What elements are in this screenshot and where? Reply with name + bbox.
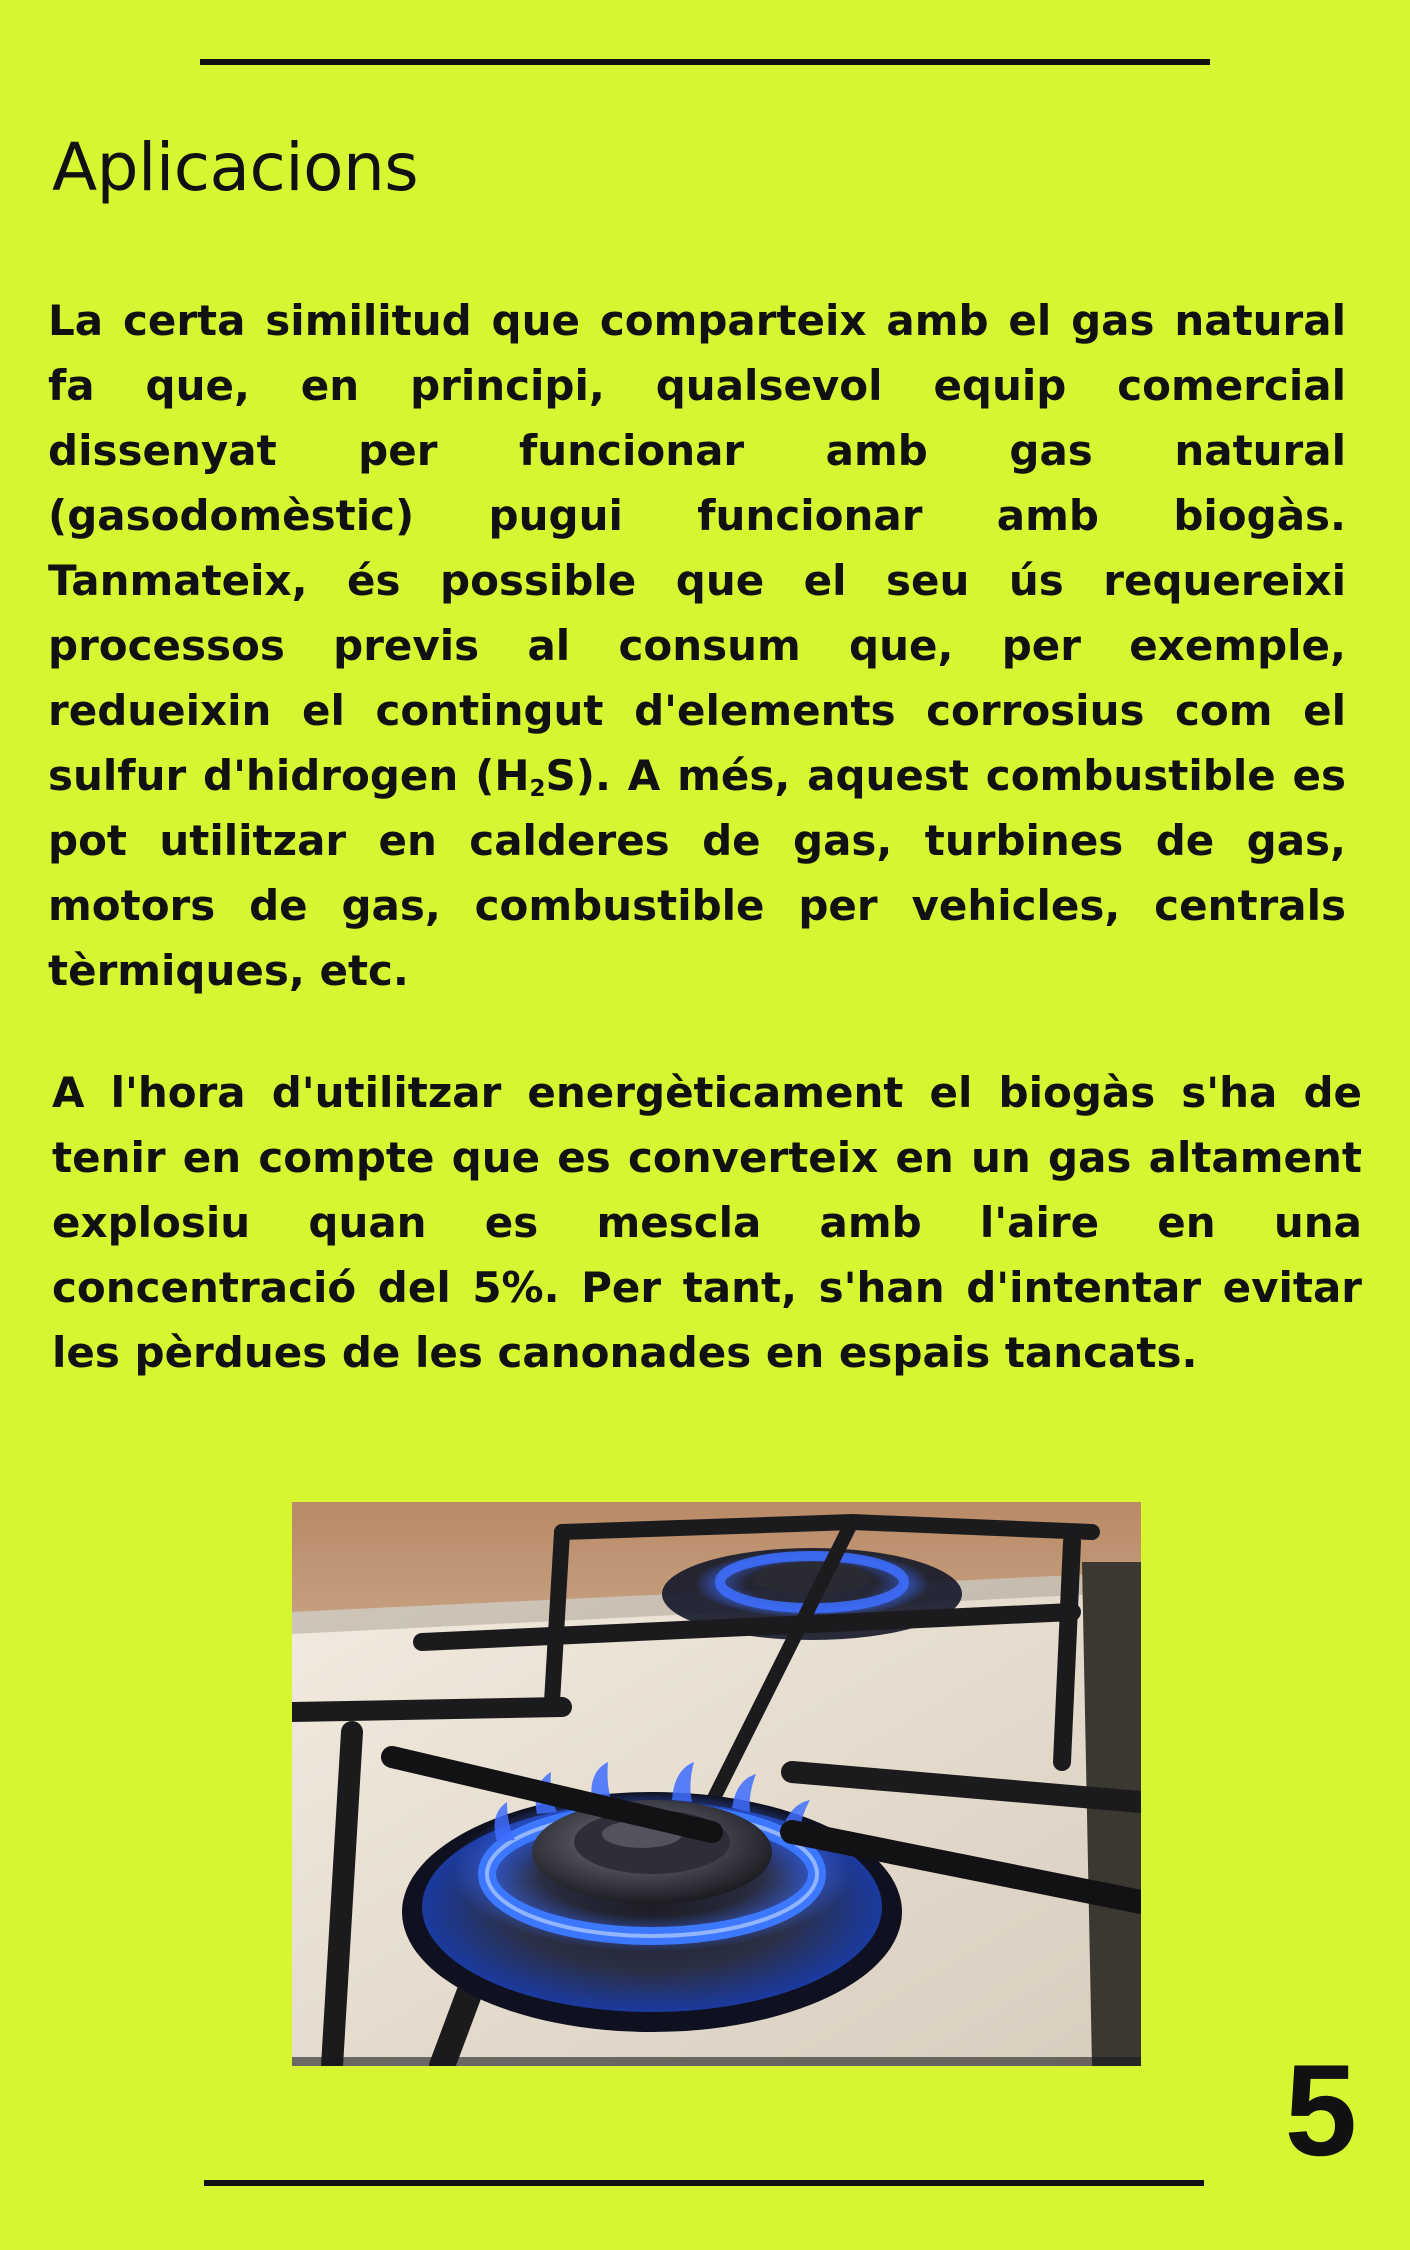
paragraph-safety: A l'hora d'utilitzar energèticament el biogàs s'ha de tenir en compte que es converteix en un gas altament explosiu quan es mescla amb l'aire en una concentració del 5%. Per tant, s'han d'intentar evitar les pèrdues de les canonades en espais tancats. xyxy=(52,1068,1362,1377)
page-title: Aplicacions xyxy=(52,129,419,206)
top-divider xyxy=(200,59,1210,65)
paragraph-applications xyxy=(48,288,1346,1003)
page-number: 5 xyxy=(1284,2037,1357,2183)
paragraph-text-continued: S). A més, aquest combustible es pot utilitzar en calderes de gas, turbines de gas, motors de gas, combustible per vehicles, centrals tèrmiques, etc. xyxy=(48,751,1346,995)
subscript-two: 2 xyxy=(529,775,546,802)
bottom-divider xyxy=(204,2180,1204,2186)
paragraph-text: La certa similitud que comparteix amb el gas natural fa que, en principi, qualsevol equip comercial dissenyat per funcionar amb gas natural (gasodomèstic) pugui funcionar amb biogàs. Tanmateix, és possible que el seu ús requereixi processos previs al consum que, per exemple, redueixin el contingut d'elements corrosius com el sulfur d'hidrogen (H xyxy=(48,296,1346,800)
gas-stove-burner-photo xyxy=(292,1502,1141,2066)
